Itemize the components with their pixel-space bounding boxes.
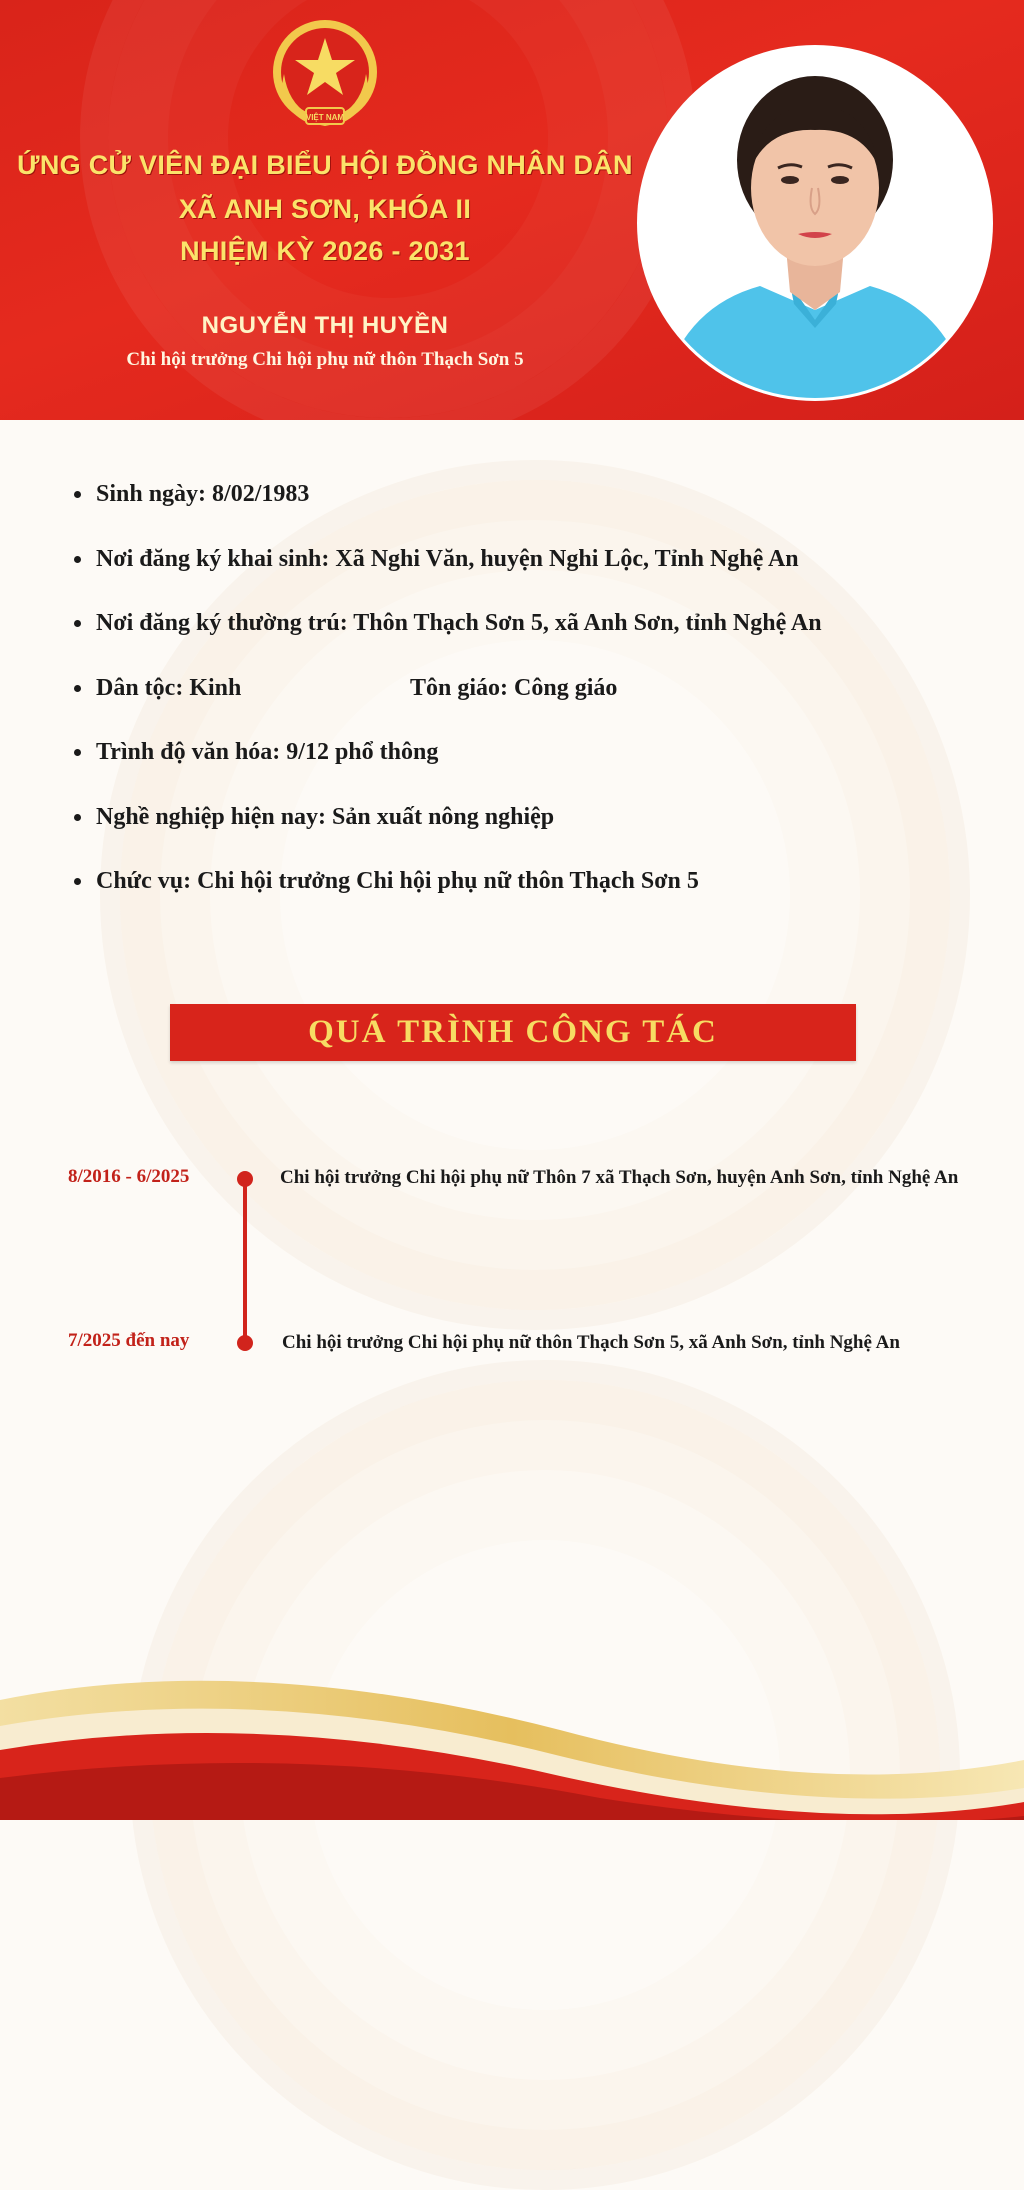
- info-occupation: [70, 801, 822, 866]
- title-line-1: ỨNG CỬ VIÊN ĐẠI BIỂU HỘI ĐỒNG NHÂN DÂN: [17, 150, 633, 180]
- candidate-name: NGUYỄN THỊ HUYỀN: [201, 312, 449, 339]
- bullet-icon: [74, 814, 81, 821]
- candidate-portrait: [640, 48, 990, 398]
- ethnicity-text: Dân tộc: Kinh: [96, 674, 242, 701]
- religion-text: Tôn giáo: Công giáo: [410, 674, 618, 701]
- info-ethnicity-religion: [70, 672, 822, 737]
- bullet-icon: [74, 620, 81, 627]
- info-birth: [70, 478, 822, 543]
- timeline-dot: [237, 1335, 253, 1351]
- position-text: Chức vụ: Chi hội trưởng Chi hội phụ nữ thôn Thạch Sơn 5: [96, 868, 699, 894]
- candidate-role: Chi hội trưởng Chi hội phụ nữ thôn Thạch Sơn 5: [126, 349, 524, 370]
- timeline-period: 7/2025 đến nay: [68, 1330, 190, 1351]
- occupation-text: Nghề nghiệp hiện nay: Sản xuất nông nghiệp: [96, 803, 555, 830]
- header-banner: [0, 0, 1024, 420]
- timeline-description: Chi hội trưởng Chi hội phụ nữ Thôn 7 xã Thạch Sơn, huyện Anh Sơn, tỉnh Nghệ An: [280, 1167, 959, 1188]
- birth-date-text: Sinh ngày: 8/02/1983: [96, 481, 310, 507]
- national-emblem-icon: [262, 14, 388, 138]
- timeline-period: 8/2016 - 6/2025: [68, 1166, 190, 1187]
- work-history-title: QUÁ TRÌNH CÔNG TÁC: [308, 1014, 718, 1050]
- emblem-ribbon-text: VIỆT NAM: [305, 113, 345, 122]
- timeline-line: [243, 1180, 247, 1343]
- timeline-description: Chi hội trưởng Chi hội phụ nữ thôn Thạch Sơn 5, xã Anh Sơn, tỉnh Nghệ An: [282, 1332, 900, 1353]
- title-line-3: NHIỆM KỲ 2026 - 2031: [180, 236, 470, 266]
- bullet-icon: [74, 878, 81, 885]
- education-text: Trình độ văn hóa: 9/12 phổ thông: [96, 739, 439, 765]
- birthplace-text: Nơi đăng ký khai sinh: Xã Nghi Văn, huyện Nghi Lộc, Tỉnh Nghệ An: [96, 545, 799, 572]
- info-birthplace: [70, 543, 822, 608]
- bullet-icon: [74, 685, 81, 692]
- work-history-banner: [170, 1004, 856, 1061]
- title-line-2: XÃ ANH SƠN, KHÓA II: [178, 194, 472, 224]
- info-residence: [70, 607, 822, 672]
- footer-wave: [0, 1660, 1024, 1820]
- bullet-icon: [74, 749, 81, 756]
- info-position: [70, 865, 822, 930]
- info-education: [70, 736, 822, 801]
- timeline-dot: [237, 1171, 253, 1187]
- bullet-icon: [74, 556, 81, 563]
- personal-info-list: [70, 478, 822, 930]
- bullet-icon: [74, 491, 81, 498]
- portrait-image: [640, 48, 990, 398]
- residence-text: Nơi đăng ký thường trú: Thôn Thạch Sơn 5, xã Anh Sơn, tỉnh Nghệ An: [96, 610, 822, 636]
